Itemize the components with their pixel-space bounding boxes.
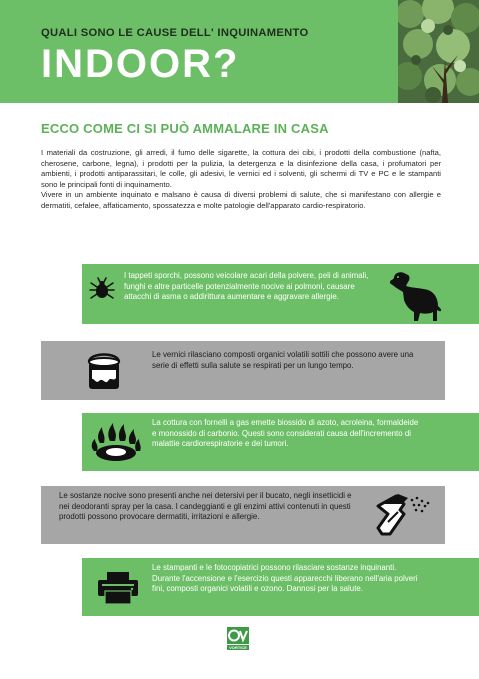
box-text-printers: Le stampanti e le fotocopiatrici possono rilasciare sostanze inquinanti. Durante l'accensione e l'esercizio questi apparecchi liberano nell'aria polveri fini, composti organici volatili e ozono. Dannosi per la salute. — [152, 563, 418, 594]
section-subtitle: ECCO COME CI SI PUÒ AMMALARE IN CASA — [41, 121, 329, 136]
dog-icon — [388, 268, 444, 324]
header-title: INDOOR? — [41, 42, 240, 86]
box-text-detergents: Le sostanze nocive sono presenti anche nei detersivi per il bucato, negli insetticidi e nei deodoranti spray per la casa. I candeggianti e gli enzimi attivi contenuti in questi prodotti possono provocare dermatiti, irritazioni e allergie. — [59, 491, 352, 522]
info-box-paints — [41, 341, 445, 400]
box-text-carpets: I tappeti sporchi, possono veicolare acari della polvere, peli di animali, funghi e altre particelle potenzialmente nocive ai polmoni, causare attacchi di asma o addirittura aumentare e aggravare allergie. — [124, 271, 369, 302]
info-box-carpets — [82, 264, 479, 324]
printer-icon — [97, 571, 139, 605]
spray-icon — [374, 492, 432, 538]
box-text-paints: Le vernici rilasciano composti organici volatili sottili che possono avere una serie di effetti sulla salute se respirati per un lungo tempo. — [152, 350, 414, 370]
header-pretitle: QUALI SONO LE CAUSE DELL' INQUINAMENTO — [41, 27, 309, 39]
intro-paragraph-2: Vivere in un ambiente inquinato e malsano è causa di diversi problemi di salute, che si manifestano con allergie e dermatiti, cefalee, affaticamento, spossatezza e molte patologie dell'apparato cardio-respiratorio. — [41, 190, 441, 210]
info-box-gas-cooking — [82, 413, 479, 471]
logo-text: VORTICE — [229, 645, 247, 650]
tree-photo — [398, 0, 479, 103]
intro-text — [41, 148, 441, 212]
info-box-printers — [82, 558, 479, 616]
box-text-gas-cooking: La cottura con fornelli a gas emette biossido di azoto, acroleina, formaldeide e monossido di carbonio. Questi sono considerati causa dell'incremento di malattie cardiorespiratorie e dei tumori. — [152, 418, 419, 449]
gas-burner-icon — [90, 421, 142, 463]
header-banner — [0, 0, 479, 103]
mite-icon — [89, 277, 115, 303]
info-box-detergents — [41, 486, 445, 544]
paint-can-icon — [83, 348, 125, 392]
intro-paragraph-1: I materiali da costruzione, gli arredi, il fumo delle sigarette, la cottura dei cibi, i prodotti della combustione (nafta, cherosene, carbone, legna), i prodotti per la pulizia, la detergenza e la disinfezione della casa, i profumatori per ambienti, i prodotti antiparassitari, le colle, gli adesivi, le vernici ed i solventi, gli schermi di TV e PC e le stampanti sono le principali fonti di inquinamento. — [41, 148, 441, 189]
vortice-logo — [226, 626, 250, 651]
